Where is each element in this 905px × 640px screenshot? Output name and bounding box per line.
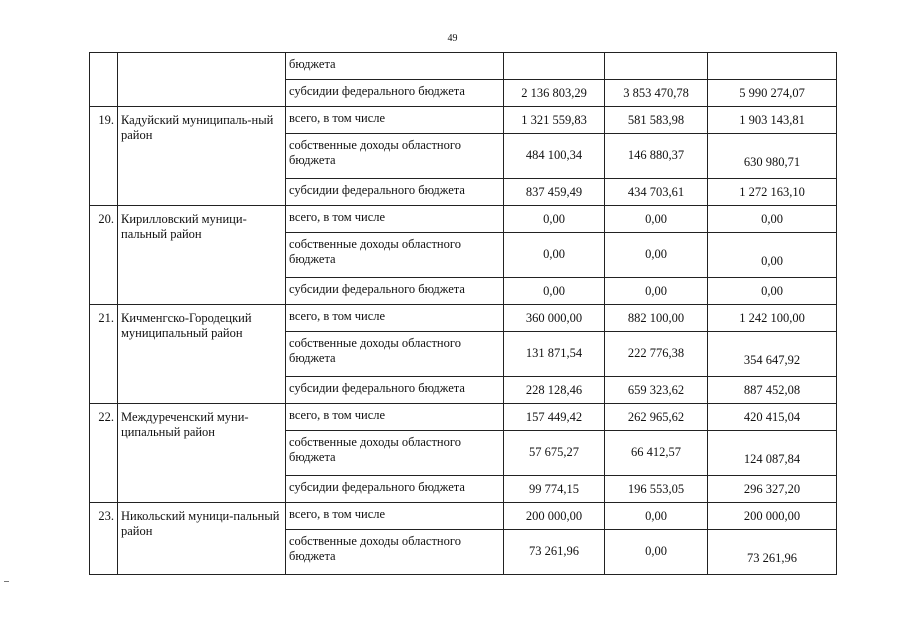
value-cell: 73 261,96 xyxy=(708,530,837,575)
value-cell: 360 000,00 xyxy=(504,305,605,332)
row-type: всего, в том числе xyxy=(286,503,504,530)
row-type: собственные доходы областного бюджета xyxy=(286,233,504,278)
row-type: всего, в том числе xyxy=(286,107,504,134)
table-row xyxy=(90,107,837,134)
value-cell: 0,00 xyxy=(708,233,837,278)
value-cell: 0,00 xyxy=(605,530,708,575)
row-type: всего, в том числе xyxy=(286,305,504,332)
value-cell xyxy=(708,53,837,80)
value-cell: 73 261,96 xyxy=(504,530,605,575)
value-cell: 222 776,38 xyxy=(605,332,708,377)
value-cell: 2 136 803,29 xyxy=(504,80,605,107)
row-type: всего, в том числе xyxy=(286,206,504,233)
table-row xyxy=(90,305,837,332)
value-cell: 66 412,57 xyxy=(605,431,708,476)
district-name: Междуреченский муни-ципальный район xyxy=(118,404,286,503)
value-cell xyxy=(504,53,605,80)
row-type: собственные доходы областного бюджета xyxy=(286,134,504,179)
value-cell: 3 853 470,78 xyxy=(605,80,708,107)
value-cell: 157 449,42 xyxy=(504,404,605,431)
value-cell: 1 242 100,00 xyxy=(708,305,837,332)
row-type: бюджета xyxy=(286,53,504,80)
value-cell: 1 272 163,10 xyxy=(708,179,837,206)
value-cell: 1 321 559,83 xyxy=(504,107,605,134)
row-type: собственные доходы областного бюджета xyxy=(286,431,504,476)
value-cell: 630 980,71 xyxy=(708,134,837,179)
value-cell: 0,00 xyxy=(708,278,837,305)
value-cell: 837 459,49 xyxy=(504,179,605,206)
row-type: субсидии федерального бюджета xyxy=(286,179,504,206)
table-row xyxy=(90,53,837,80)
value-cell: 420 415,04 xyxy=(708,404,837,431)
row-type: субсидии федерального бюджета xyxy=(286,476,504,503)
district-number: 22. xyxy=(90,404,118,503)
value-cell: 581 583,98 xyxy=(605,107,708,134)
budget-table xyxy=(89,52,837,575)
value-cell: 0,00 xyxy=(605,278,708,305)
value-cell: 887 452,08 xyxy=(708,377,837,404)
value-cell: 882 100,00 xyxy=(605,305,708,332)
value-cell: 659 323,62 xyxy=(605,377,708,404)
row-type: субсидии федерального бюджета xyxy=(286,278,504,305)
value-cell: 0,00 xyxy=(605,233,708,278)
value-cell: 57 675,27 xyxy=(504,431,605,476)
page-number: 49 xyxy=(447,33,458,44)
table-row xyxy=(90,206,837,233)
value-cell: 484 100,34 xyxy=(504,134,605,179)
district-number-cell xyxy=(90,53,118,107)
value-cell: 124 087,84 xyxy=(708,431,837,476)
value-cell: 228 128,46 xyxy=(504,377,605,404)
district-name: Кирилловский муници-пальный район xyxy=(118,206,286,305)
value-cell: 262 965,62 xyxy=(605,404,708,431)
district-name: Кадуйский муниципаль-ный район xyxy=(118,107,286,206)
district-name-cell xyxy=(118,53,286,107)
value-cell: 434 703,61 xyxy=(605,179,708,206)
value-cell: 200 000,00 xyxy=(504,503,605,530)
row-type: собственные доходы областного бюджета xyxy=(286,332,504,377)
value-cell: 99 774,15 xyxy=(504,476,605,503)
value-cell: 200 000,00 xyxy=(708,503,837,530)
row-type: субсидии федерального бюджета xyxy=(286,377,504,404)
value-cell: 354 647,92 xyxy=(708,332,837,377)
district-name: Никольский муници-пальный район xyxy=(118,503,286,575)
value-cell: 0,00 xyxy=(708,206,837,233)
value-cell: 296 327,20 xyxy=(708,476,837,503)
district-number: 19. xyxy=(90,107,118,206)
value-cell: 0,00 xyxy=(605,206,708,233)
value-cell xyxy=(605,53,708,80)
row-type: всего, в том числе xyxy=(286,404,504,431)
value-cell: 0,00 xyxy=(504,278,605,305)
value-cell: 0,00 xyxy=(504,233,605,278)
value-cell: 0,00 xyxy=(504,206,605,233)
table-row xyxy=(90,503,837,530)
district-number: 23. xyxy=(90,503,118,575)
value-cell: 5 990 274,07 xyxy=(708,80,837,107)
value-cell: 131 871,54 xyxy=(504,332,605,377)
row-type: собственные доходы областного бюджета xyxy=(286,530,504,575)
district-number: 21. xyxy=(90,305,118,404)
value-cell: 0,00 xyxy=(605,503,708,530)
scan-mark xyxy=(4,581,9,582)
row-type: субсидии федерального бюджета xyxy=(286,80,504,107)
value-cell: 196 553,05 xyxy=(605,476,708,503)
value-cell: 1 903 143,81 xyxy=(708,107,837,134)
district-number: 20. xyxy=(90,206,118,305)
district-name: Кичменгско-Городецкий муниципальный район xyxy=(118,305,286,404)
value-cell: 146 880,37 xyxy=(605,134,708,179)
table-row xyxy=(90,404,837,431)
